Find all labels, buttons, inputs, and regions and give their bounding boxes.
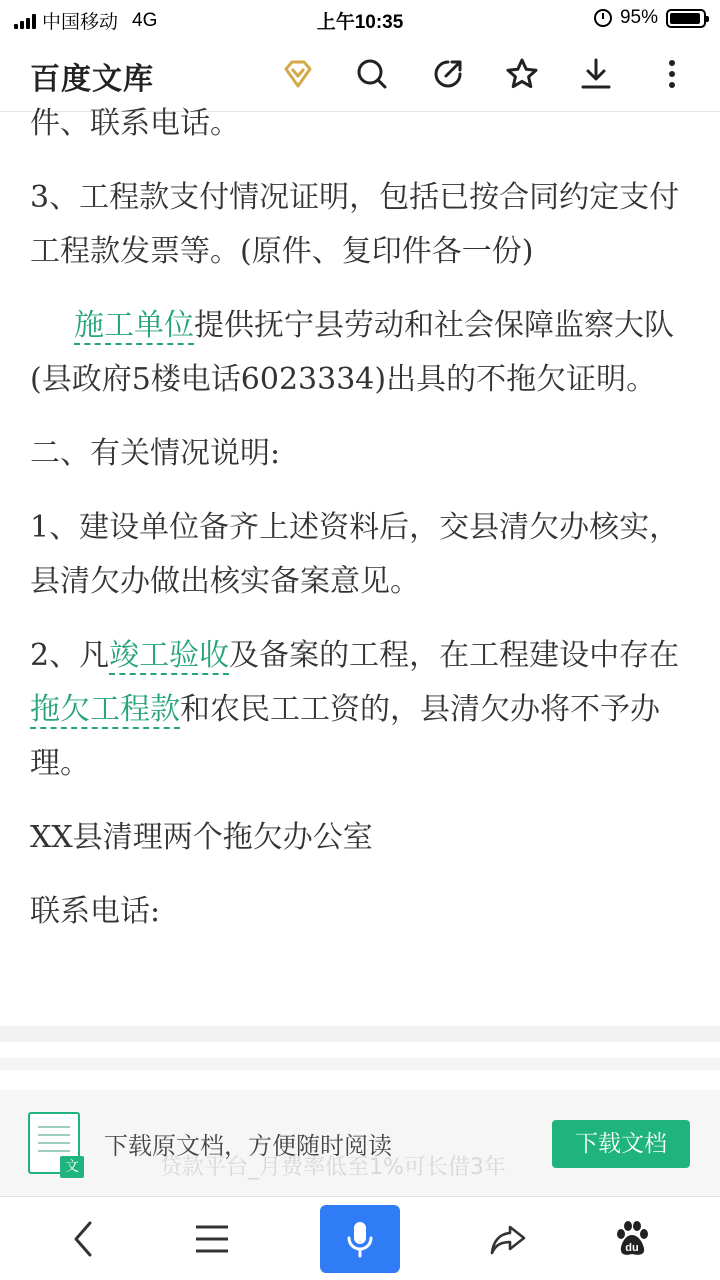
paragraph-text: 2、凡 (30, 638, 110, 673)
star-icon[interactable] (502, 54, 542, 94)
menu-icon[interactable] (172, 1197, 252, 1280)
paragraph: XX县清理两个拖欠办公室 (30, 820, 373, 855)
link-arrears[interactable]: 拖欠工程款 (30, 692, 180, 727)
alarm-icon (594, 9, 612, 27)
download-prompt: 下载原文档，方便随时阅读 (104, 1132, 392, 1160)
download-doc-button[interactable]: 下载文档 (552, 1120, 690, 1168)
ad-banner[interactable]: 贷款平台_月费率低至1%可长借3年 (160, 1155, 506, 1180)
back-icon[interactable] (44, 1197, 124, 1280)
app-title: 百度文库 (30, 62, 154, 97)
network-label: 4G (132, 9, 158, 31)
battery-icon (666, 9, 706, 28)
paragraph (30, 299, 700, 407)
status-bar (0, 0, 720, 36)
paragraph: 1、建设单位备齐上述资料后，交县清欠办核实，县清欠办做出核实备案意见。 (30, 510, 680, 599)
link-construction-unit[interactable]: 施工单位 (74, 308, 194, 343)
share-arrow-icon[interactable] (468, 1197, 548, 1280)
paragraph (30, 629, 700, 791)
file-badge: 文 (60, 1156, 84, 1178)
paragraph: 联系电话: (30, 894, 161, 929)
share-icon[interactable] (428, 54, 468, 94)
more-icon[interactable] (652, 54, 692, 94)
microphone-icon (344, 1219, 376, 1259)
link-completion-acceptance[interactable]: 竣工验收 (109, 638, 230, 673)
carrier-label: 中国移动 (42, 12, 119, 33)
baidu-paw-icon[interactable] (592, 1197, 672, 1280)
paragraph: 件、联系电话。 (30, 106, 240, 141)
battery-percent: 95% (619, 7, 658, 28)
status-right (594, 7, 706, 29)
paragraph-text: 及备案的工程，在工程建设中存在 (229, 638, 680, 673)
search-icon[interactable] (352, 54, 392, 94)
paw-label: du (625, 1242, 639, 1254)
paragraph: 3、工程款支付情况证明，包括已按合同约定支付工程款发票等。(原件、复印件各一份) (30, 180, 680, 269)
microphone-button[interactable] (320, 1205, 400, 1273)
paragraph-text: 提供抚宁县劳动和社会保障监察大队(县政府5楼电话6023334)出具的不拖欠证明。 (30, 308, 674, 397)
page-separator (0, 1058, 720, 1070)
status-time: 上午10:35 (316, 12, 404, 33)
paragraph-text: 和农民工工资的，县清欠办将不予办理。 (30, 692, 660, 781)
document-content (30, 97, 700, 959)
page-separator (0, 1026, 720, 1042)
document-file-icon (28, 1112, 80, 1174)
bottom-nav (0, 1196, 720, 1280)
download-icon[interactable] (576, 54, 616, 94)
vip-diamond-icon[interactable] (278, 54, 318, 94)
paragraph: 二、有关情况说明: (30, 436, 281, 471)
